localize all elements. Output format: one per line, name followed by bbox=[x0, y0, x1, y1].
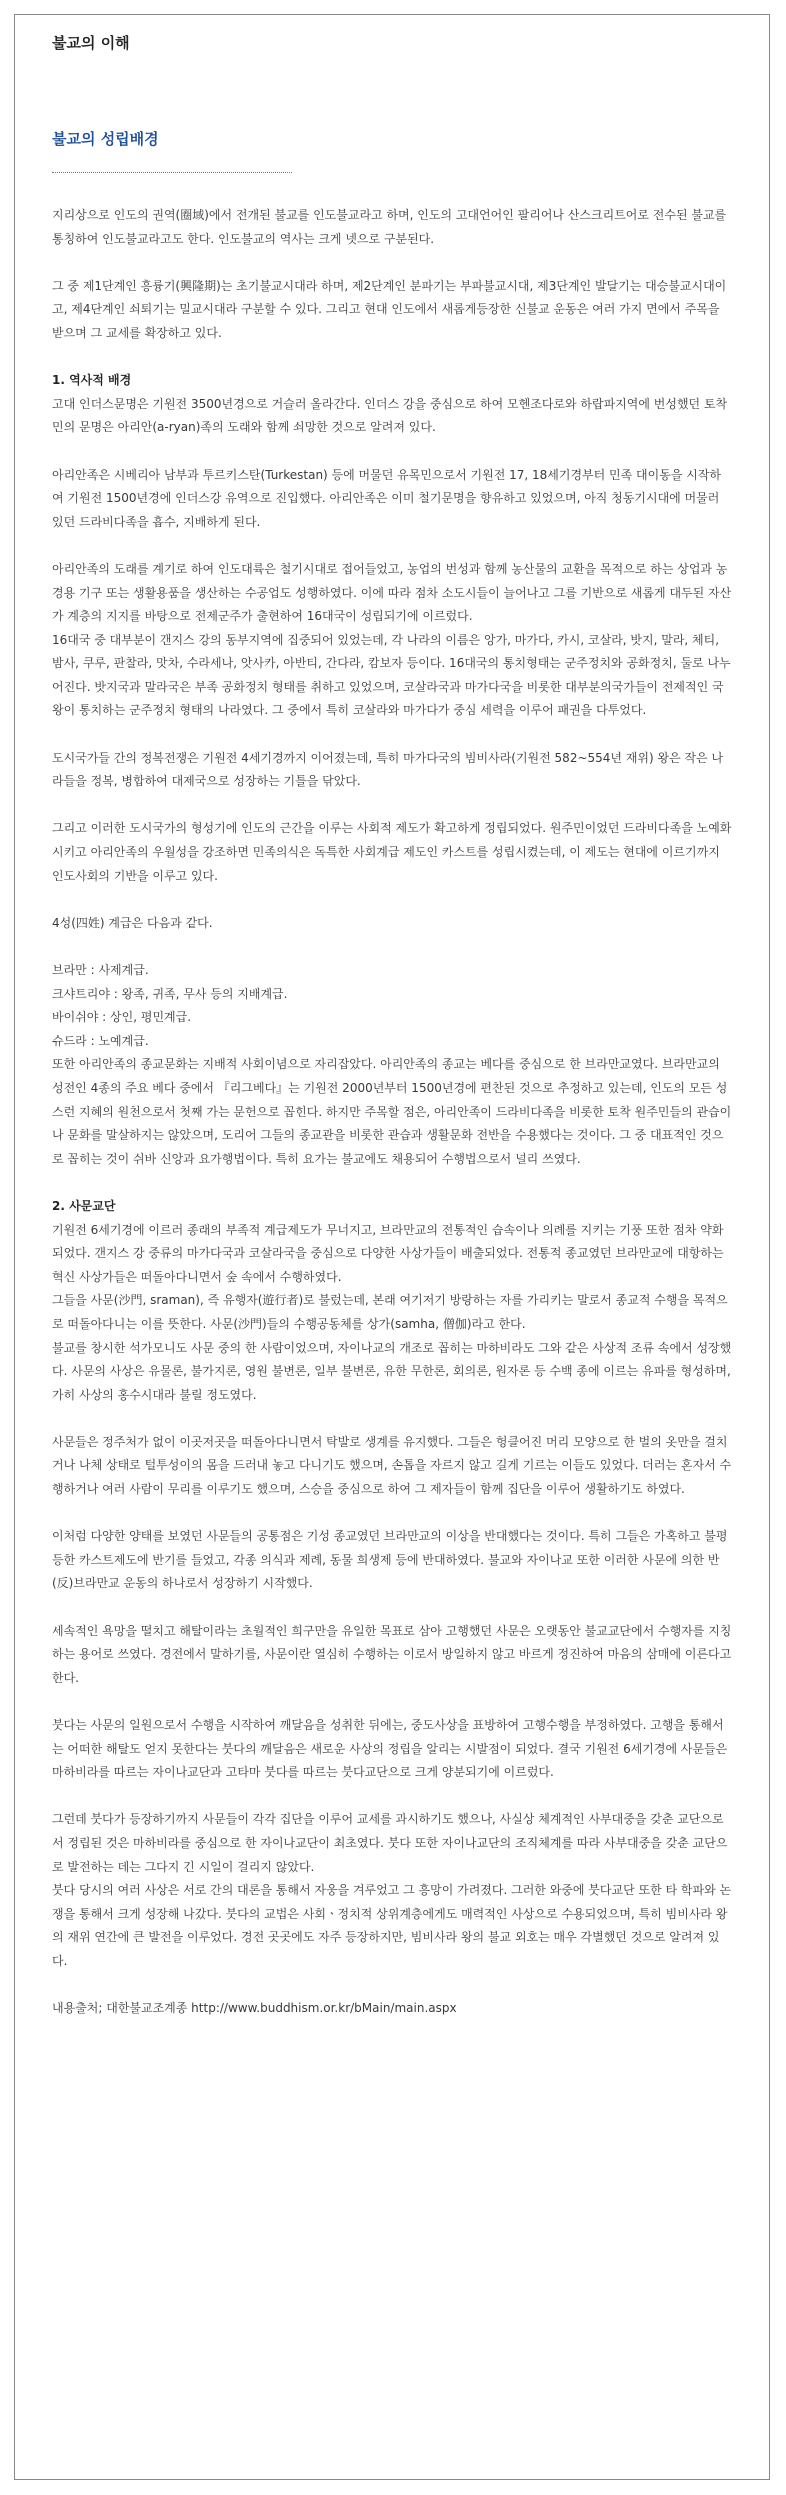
page-title: 불교의 이해 bbox=[52, 34, 130, 52]
caste-item: 브라만 : 사제계급. bbox=[52, 963, 149, 977]
paragraph: 이처럼 다양한 양태를 보였던 사문들의 공통점은 기성 종교였던 브라만교의 이상을 반대했다는 것이다. 특히 그들은 가혹하고 불평등한 카스트제도에 반기를 들었고, 각종 의식과 제례, 동물 희생제 등에 반대하였다. 불교와 자이나교 또한 이러한 사문에 의한 반(反)브라만교 운동의 하나로서 성장하기 시작했다. bbox=[52, 1529, 728, 1591]
paragraph: 또한 아리안족의 종교문화는 지배적 사회이념으로 자리잡았다. 아리안족의 종교는 베다를 중심으로 한 브라만교였다. 브라만교의 성전인 4종의 주요 베다 중에서 『리그베다』는 기원전 2000년부터 1500년경에 편찬된 것으로 추정하고 있는데, 인도의 모든 성스런 지혜의 원천으로서 첫째 가는 문헌으로 꼽힌다. 하지만 주목할 점은, 아리안족이 드라비다족을 비롯한 토착 원주민들의 관습이나 문화를 말살하지는 않았으며, 도리어 그들의 종교관을 비롯한 관습과 생활문화 전반을 수용했다는 것이다. 그 중 대표적인 것으로 꼽히는 것이 쉬바 신앙과 요가행법이다. 특히 요가는 불교에도 채용되어 수행법으로서 널리 쓰였다. bbox=[52, 1057, 732, 1166]
caste-item: 크샤트리야 : 왕족, 귀족, 무사 등의 지배계급. bbox=[52, 986, 288, 1001]
paragraph: 그들을 사문(沙門, sraman), 즉 유행자(遊行者)로 불렀는데, 본래 여기저기 방랑하는 자를 가리키는 말로서 종교적 수행을 목적으로 떠돌아다니는 이를 뜻한다. 사문(沙門)들의 수행공동체를 상가(samha, 僧伽)라고 한다. bbox=[52, 1293, 728, 1331]
paragraph: 그리고 이러한 도시국가의 형성기에 인도의 근간을 이루는 사회적 제도가 확고하게 정립되었다. 원주민이었던 드라비다족을 노예화시키고 아리안족의 우월성을 강조하면 민족의식은 독특한 사회계급 제도인 카스트를 성립시켰는데, 이 제도는 현대에 이르기까지 인도사회의 기반을 이루고 있다. bbox=[52, 821, 732, 883]
paragraph: 16대국 중 대부분이 갠지스 강의 동부지역에 집중되어 있었는데, 각 나라의 이름은 앙가, 마가다, 카시, 코살라, 밧지, 말라, 체티, 밤사, 쿠루, 판찰라, 맛차, 수라세나, 앗사카, 아반티, 간다라, 캄보자 등이다. 16대국의 통치형태는 군주정치와 공화정치, 둘로 나누어진다. 밧지국과 말라국은 부족 공화정치 형태를 취하고 있었으며, 코살라국과 마가다국을 비롯한 대부분의국가들이 전제적인 국왕이 통치하는 군주정치 형태의 나라였다. 그 중에서 특히 코살라와 마가다가 중심 세력을 이루어 패권을 다투었다. bbox=[52, 632, 731, 718]
section-title: 1. 역사적 배경 bbox=[52, 373, 132, 388]
paragraph: 기원전 6세기경에 이르러 종래의 부족적 계급제도가 무너지고, 브라만교의 전통적인 습속이나 의례를 지키는 기풍 또한 점차 약화되었다. 갠지스 강 중류의 마가다국과 코살라국을 중심으로 다양한 사상가들이 배출되었다. 전통적 종교였던 브라만교에 대항하는 혁신 사상가들은 떠돌아다니면서 숲 속에서 수행하였다. bbox=[52, 1222, 724, 1284]
paragraph: 불교를 창시한 석가모니도 사문 중의 한 사람이었으며, 자이나교의 개조로 꼽히는 마하비라도 그와 같은 사상적 조류 속에서 성장했다. 사문의 사상은 유물론, 불가지론, 영원 불변론, 일부 불변론, 유한 무한론, 회의론, 원자론 등 수백 종에 이르는 유파를 형성하며, 가히 사상의 홍수시대라 불릴 정도였다. bbox=[52, 1340, 732, 1402]
dotted-divider bbox=[52, 172, 292, 173]
paragraph: 그런데 붓다가 등장하기까지 사문들이 각각 집단을 이루어 교세를 과시하기도 했으나, 사실상 체계적인 사부대중을 갖춘 교단으로서 정립된 것은 마하비라를 중심으로 한 자이나교단이 최초였다. 붓다 또한 자이나교단의 조직체계를 따라 사부대중을 갖춘 교단으로 발전하는 데는 그다지 긴 시일이 걸리지 않았다. bbox=[52, 1812, 728, 1874]
caste-item: 바이쉬야 : 상인, 평민계급. bbox=[52, 1010, 192, 1025]
paragraph: 붓다 당시의 여러 사상은 서로 간의 대론을 통해서 자웅을 겨루었고 그 흥망이 가려졌다. 그러한 와중에 붓다교단 또한 타 학파와 논쟁을 통해서 크게 성장해 나갔다. 붓다의 교법은 사회ㆍ정치적 상위계층에게도 매력적인 사상으로 수용되었으며, 특히 빔비사라 왕의 재위 연간에 큰 발전을 이루었다. 경전 곳곳에도 자주 등장하지만, 빔비사라 왕의 불교 외호는 매우 각별했던 것으로 알려져 있다. bbox=[52, 1883, 732, 1968]
article-body bbox=[52, 204, 732, 2044]
paragraph: 고대 인더스문명은 기원전 3500년경으로 거슬러 올라간다. 인더스 강을 중심으로 하여 모헨조다로와 하랍파지역에 번성했던 토착민의 문명은 아리안(a-ryan)족의 도래와 함께 쇠망한 것으로 알려져 있다. bbox=[52, 396, 728, 435]
article-subtitle: 불교의 성립배경 bbox=[52, 130, 159, 148]
paragraph: 세속적인 욕망을 떨치고 해탈이라는 초월적인 희구만을 유일한 목표로 삼아 고행했던 사문은 오랫동안 불교교단에서 수행자를 지칭하는 용어로 쓰였다. 경전에서 말하기를, 사문이란 열심히 수행하는 이로서 방일하지 않고 바르게 정진하여 마음의 삼매에 이른다고 한다. bbox=[52, 1623, 732, 1685]
section-title: 2. 사문교단 bbox=[52, 1198, 116, 1213]
paragraph: 아리안족의 도래를 계기로 하여 인도대륙은 철기시대로 접어들었고, 농업의 번성과 함께 농산물의 교환을 목적으로 하는 상업과 농경용 기구 또는 생활용품을 생산하는 수공업도 성행하였다. 이에 따라 점차 소도시들이 늘어나고 그를 기반으로 새롭게 대두된 자산가 계층의 지지를 바탕으로 전제군주가 출현하여 16대국이 성립되기에 이르렀다. bbox=[52, 561, 732, 624]
caste-item: 슈드라 : 노예계급. bbox=[52, 1033, 149, 1048]
source-credit: 내용출처; 대한불교조계종 http://www.buddhism.or.kr/bMain/main.aspx bbox=[52, 2001, 457, 2016]
intro-paragraph: 지리상으로 인도의 권역(圈域)에서 전개된 불교를 인도불교라고 하며, 인도의 고대언어인 팔리어나 산스크리트어로 전수된 불교를 통칭하여 인도불교라고도 한다. 인도불교의 역사는 크게 넷으로 구분된다. bbox=[52, 208, 727, 246]
paragraph: 아리안족은 시베리아 남부과 투르키스탄(Turkestan) 등에 머물던 유목민으로서 기원전 17, 18세기경부터 민족 대이동을 시작하여 기원전 1500년경에 인더스강 유역으로 진입했다. 아리안족은 이미 철기문명을 향유하고 있었으며, 아직 청동기시대에 머물러 있던 드라비다족을 흡수, 지배하게 된다. bbox=[52, 467, 722, 529]
intro-paragraph: 그 중 제1단계인 흥륭기(興隆期)는 초기불교시대라 하며, 제2단계인 분파기는 부파불교시대, 제3단계인 발달기는 대승불교시대이고, 제4단계인 쇠퇴기는 밀교시대라 구분할 수 있다. 그리고 현대 인도에서 새롭게등장한 신불교 운동은 여러 가지 면에서 주목을 받으며 그 교세를 확장하고 있다. bbox=[52, 278, 727, 340]
paragraph: 붓다는 사문의 일원으로서 수행을 시작하여 깨달음을 성취한 뒤에는, 중도사상을 표방하여 고행수행을 부정하였다. 고행을 통해서는 어떠한 해탈도 얻지 못한다는 붓다의 깨달음은 새로운 사상의 정립을 알리는 시발점이 되었다. 결국 기원전 6세기경에 사문들은 마하비라를 따르는 자이나교단과 고타마 붓다를 따르는 붓다교단으로 크게 양분되기에 이르렀다. bbox=[52, 1718, 728, 1780]
paragraph: 사문들은 정주처가 없이 이곳저곳을 떠돌아다니면서 탁발로 생계를 유지했다. 그들은 헝클어진 머리 모양으로 한 벌의 옷만을 걸치거나 나체 상태로 털투성이의 몸을 드러내 놓고 다니기도 했으며, 손톱을 자르지 않고 길게 기르는 이들도 있었다. 더러는 혼자서 수행하거나 여러 사람이 무리를 이루기도 했으며, 스승을 중심으로 하여 그 제자들이 함께 집단을 이루어 생활하기도 하였다. bbox=[52, 1434, 732, 1497]
paragraph: 도시국가들 간의 정복전쟁은 기원전 4세기경까지 이어졌는데, 특히 마가다국의 빔비사라(기원전 582~554년 재위) 왕은 작은 나라들을 정복, 병합하여 대제국으로 성장하는 기틀을 닦았다. bbox=[52, 750, 724, 789]
paragraph: 4성(四姓) 계급은 다음과 같다. bbox=[52, 915, 213, 930]
